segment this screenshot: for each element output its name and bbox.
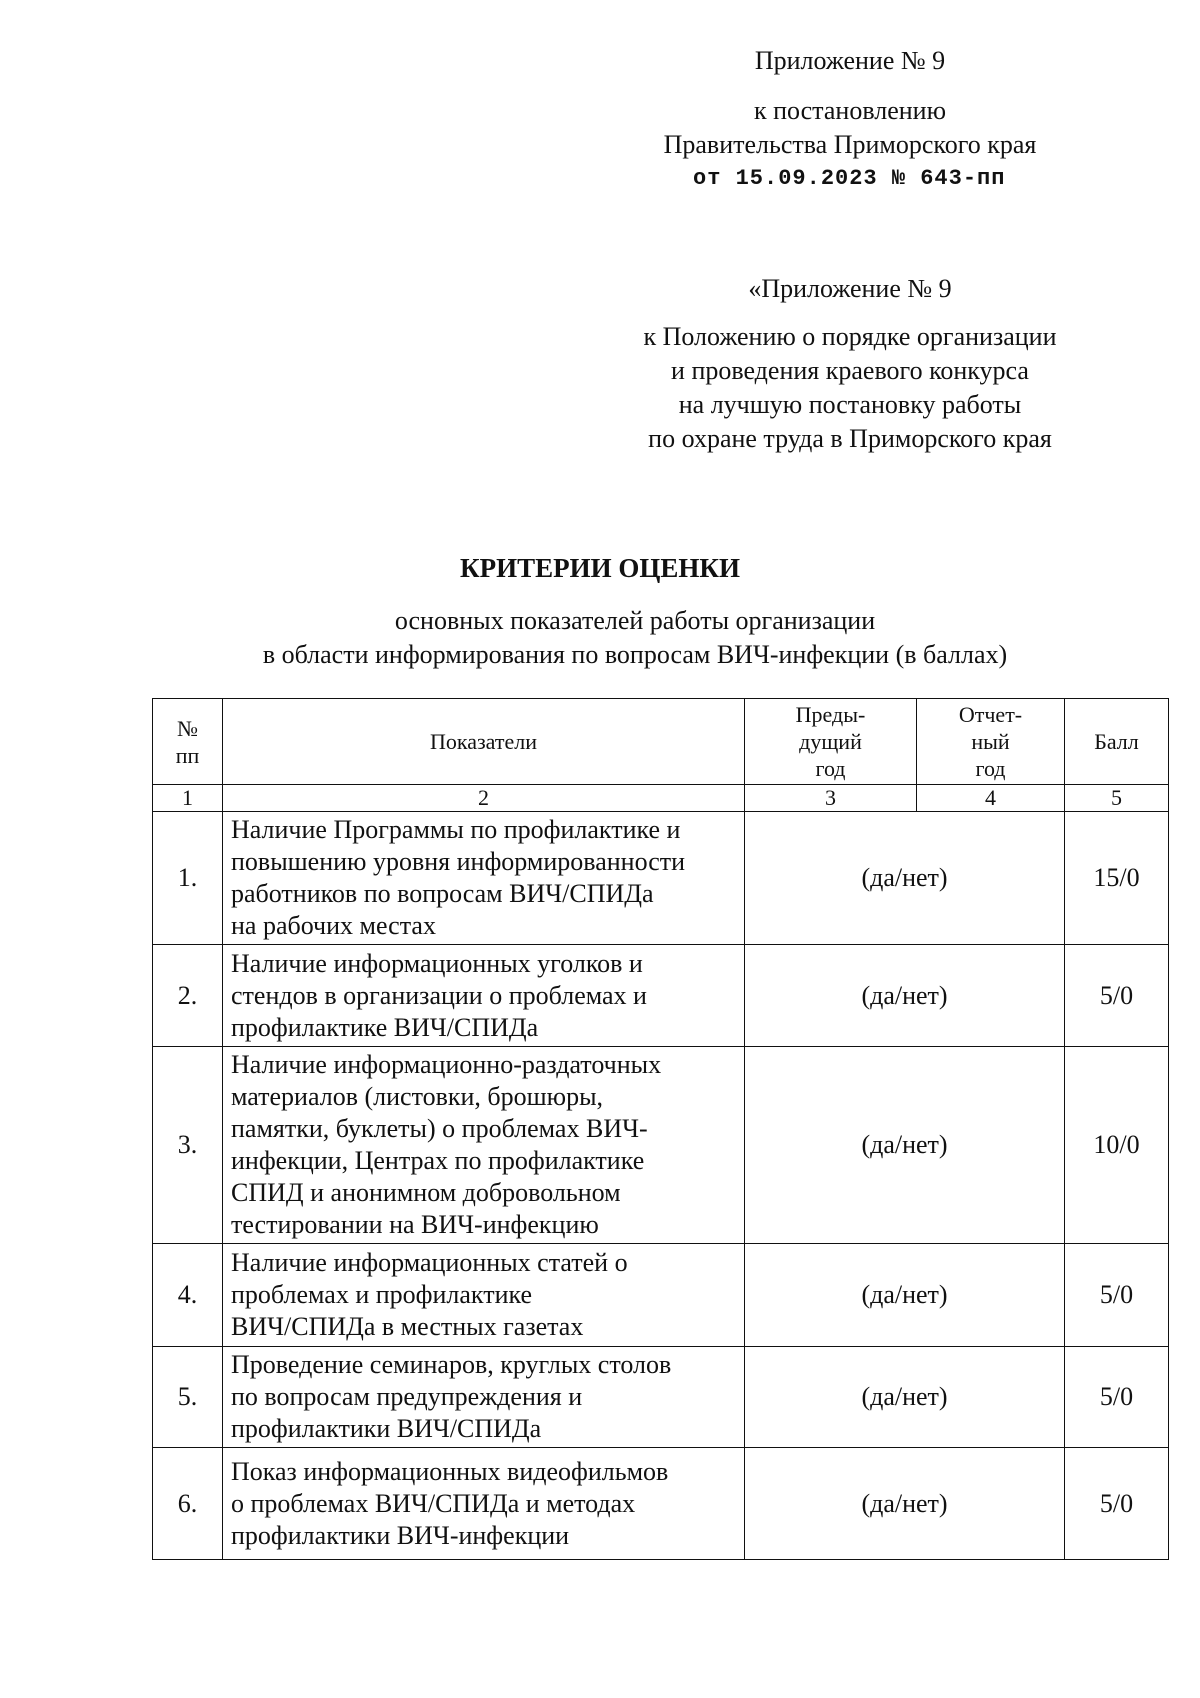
regulation-attachment-header	[600, 272, 1100, 456]
yes-no-answer: (да/нет)	[745, 812, 1065, 945]
row-index: 1.	[153, 812, 223, 945]
score-value: 5/0	[1065, 945, 1169, 1047]
yes-no-answer: (да/нет)	[745, 1047, 1065, 1244]
government-name-line: Правительства Приморского края	[663, 130, 1037, 159]
column-number: 1	[153, 785, 223, 812]
row-index: 4.	[153, 1244, 223, 1347]
header-report-line-1: Отчет-	[958, 702, 1023, 727]
yes-no-answer: (да/нет)	[745, 945, 1065, 1047]
indicator-line: СПИД и анонимном добровольном	[231, 1178, 621, 1207]
document-subtitle	[100, 604, 1170, 672]
indicator-line: Наличие информационных уголков и	[231, 948, 643, 978]
criteria-table	[152, 698, 1169, 1560]
row-index: 5.	[153, 1347, 223, 1448]
header-indicators: Показатели	[223, 699, 745, 785]
indicator-line: работников по вопросам ВИЧ/СПИДа	[231, 879, 654, 908]
indicator-line: стендов в организации о проблемах и	[231, 980, 647, 1010]
header-prev-line-1: Преды-	[795, 702, 866, 727]
indicator-line: на рабочих местах	[231, 911, 436, 940]
table-header-row	[153, 699, 1169, 785]
yes-no-answer: (да/нет)	[745, 1244, 1065, 1347]
subtitle-line-1: основных показателей работы организации	[394, 606, 876, 635]
regulation-attachment-number: «Приложение № 9	[748, 274, 952, 303]
column-number: 2	[223, 785, 745, 812]
row-index: 6.	[153, 1448, 223, 1560]
indicator-line: проблемах и профилактике	[231, 1280, 533, 1309]
score-value: 10/0	[1065, 1047, 1169, 1244]
score-value: 5/0	[1065, 1347, 1169, 1448]
indicator-line: профилактики ВИЧ/СПИДа	[231, 1414, 542, 1443]
indicator-line: инфекции, Центрах по профилактике	[231, 1146, 645, 1175]
regulation-line-1: к Положению о порядке организации	[643, 322, 1057, 351]
resolution-attachment-header	[600, 44, 1100, 196]
indicator-line: Наличие информационных статей о	[231, 1248, 628, 1277]
document-title: КРИТЕРИИ ОЦЕНКИ	[460, 553, 740, 583]
yes-no-answer: (да/нет)	[745, 1448, 1065, 1560]
header-previous-year	[745, 699, 917, 785]
column-number: 4	[917, 785, 1065, 812]
indicator-line: о проблемах ВИЧ/СПИДа и методах	[231, 1488, 636, 1518]
header-prev-line-2: дущий	[799, 729, 862, 754]
header-number-line-2: пп	[175, 742, 200, 768]
indicator-text	[223, 1448, 745, 1560]
table-row	[153, 1347, 1169, 1448]
indicator-line: Проведение семинаров, круглых столов	[231, 1350, 672, 1379]
score-value: 5/0	[1065, 1244, 1169, 1347]
resolution-date-number: от 15.09.2023 № 643-пп	[693, 166, 1006, 191]
indicator-line: повышению уровня информированности	[231, 847, 686, 876]
yes-no-answer: (да/нет)	[745, 1347, 1065, 1448]
indicator-line: по вопросам предупреждения и	[231, 1382, 583, 1411]
indicator-line: Наличие Программы по профилактике и	[231, 815, 681, 844]
resolution-reference-line: к постановлению	[753, 96, 947, 125]
subtitle-line-2: в области информирования по вопросам ВИЧ-инфекции (в баллах)	[262, 640, 1008, 669]
header-prev-line-3: год	[815, 756, 846, 781]
column-number: 5	[1065, 785, 1169, 812]
header-score: Балл	[1065, 699, 1169, 785]
table-row	[153, 1244, 1169, 1347]
indicator-text	[223, 812, 745, 945]
indicator-line: тестировании на ВИЧ-инфекцию	[231, 1210, 599, 1239]
indicator-line: Показ информационных видеофильмов	[231, 1456, 669, 1486]
header-number	[153, 699, 223, 785]
indicator-text	[223, 945, 745, 1047]
score-value: 15/0	[1065, 812, 1169, 945]
indicator-line: профилактике ВИЧ/СПИДа	[231, 1012, 539, 1042]
indicator-line: материалов (листовки, брошюры,	[231, 1082, 604, 1111]
resolution-attachment-number: Приложение № 9	[754, 46, 946, 75]
column-number-row	[153, 785, 1169, 812]
indicator-line: памятки, буклеты) о проблемах ВИЧ-	[231, 1114, 648, 1143]
row-index: 3.	[153, 1047, 223, 1244]
header-report-year	[917, 699, 1065, 785]
indicator-line: Наличие информационно-раздаточных	[231, 1050, 662, 1079]
header-report-line-2: ный	[971, 729, 1010, 754]
table-row	[153, 812, 1169, 945]
regulation-line-4: по охране труда в Приморского края	[648, 424, 1052, 453]
score-value: 5/0	[1065, 1448, 1169, 1560]
header-report-line-3: год	[975, 756, 1006, 781]
table-row	[153, 1047, 1169, 1244]
regulation-line-3: на лучшую постановку работы	[678, 390, 1022, 419]
header-number-line-1: №	[177, 715, 198, 741]
row-index: 2.	[153, 945, 223, 1047]
regulation-line-2: и проведения краевого конкурса	[671, 356, 1029, 385]
indicator-text	[223, 1047, 745, 1244]
indicator-line: ВИЧ/СПИДа в местных газетах	[231, 1312, 584, 1341]
indicator-text	[223, 1244, 745, 1347]
column-number: 3	[745, 785, 917, 812]
indicator-line: профилактики ВИЧ-инфекции	[231, 1520, 570, 1550]
indicator-text	[223, 1347, 745, 1448]
table-row	[153, 945, 1169, 1047]
table-row	[153, 1448, 1169, 1560]
